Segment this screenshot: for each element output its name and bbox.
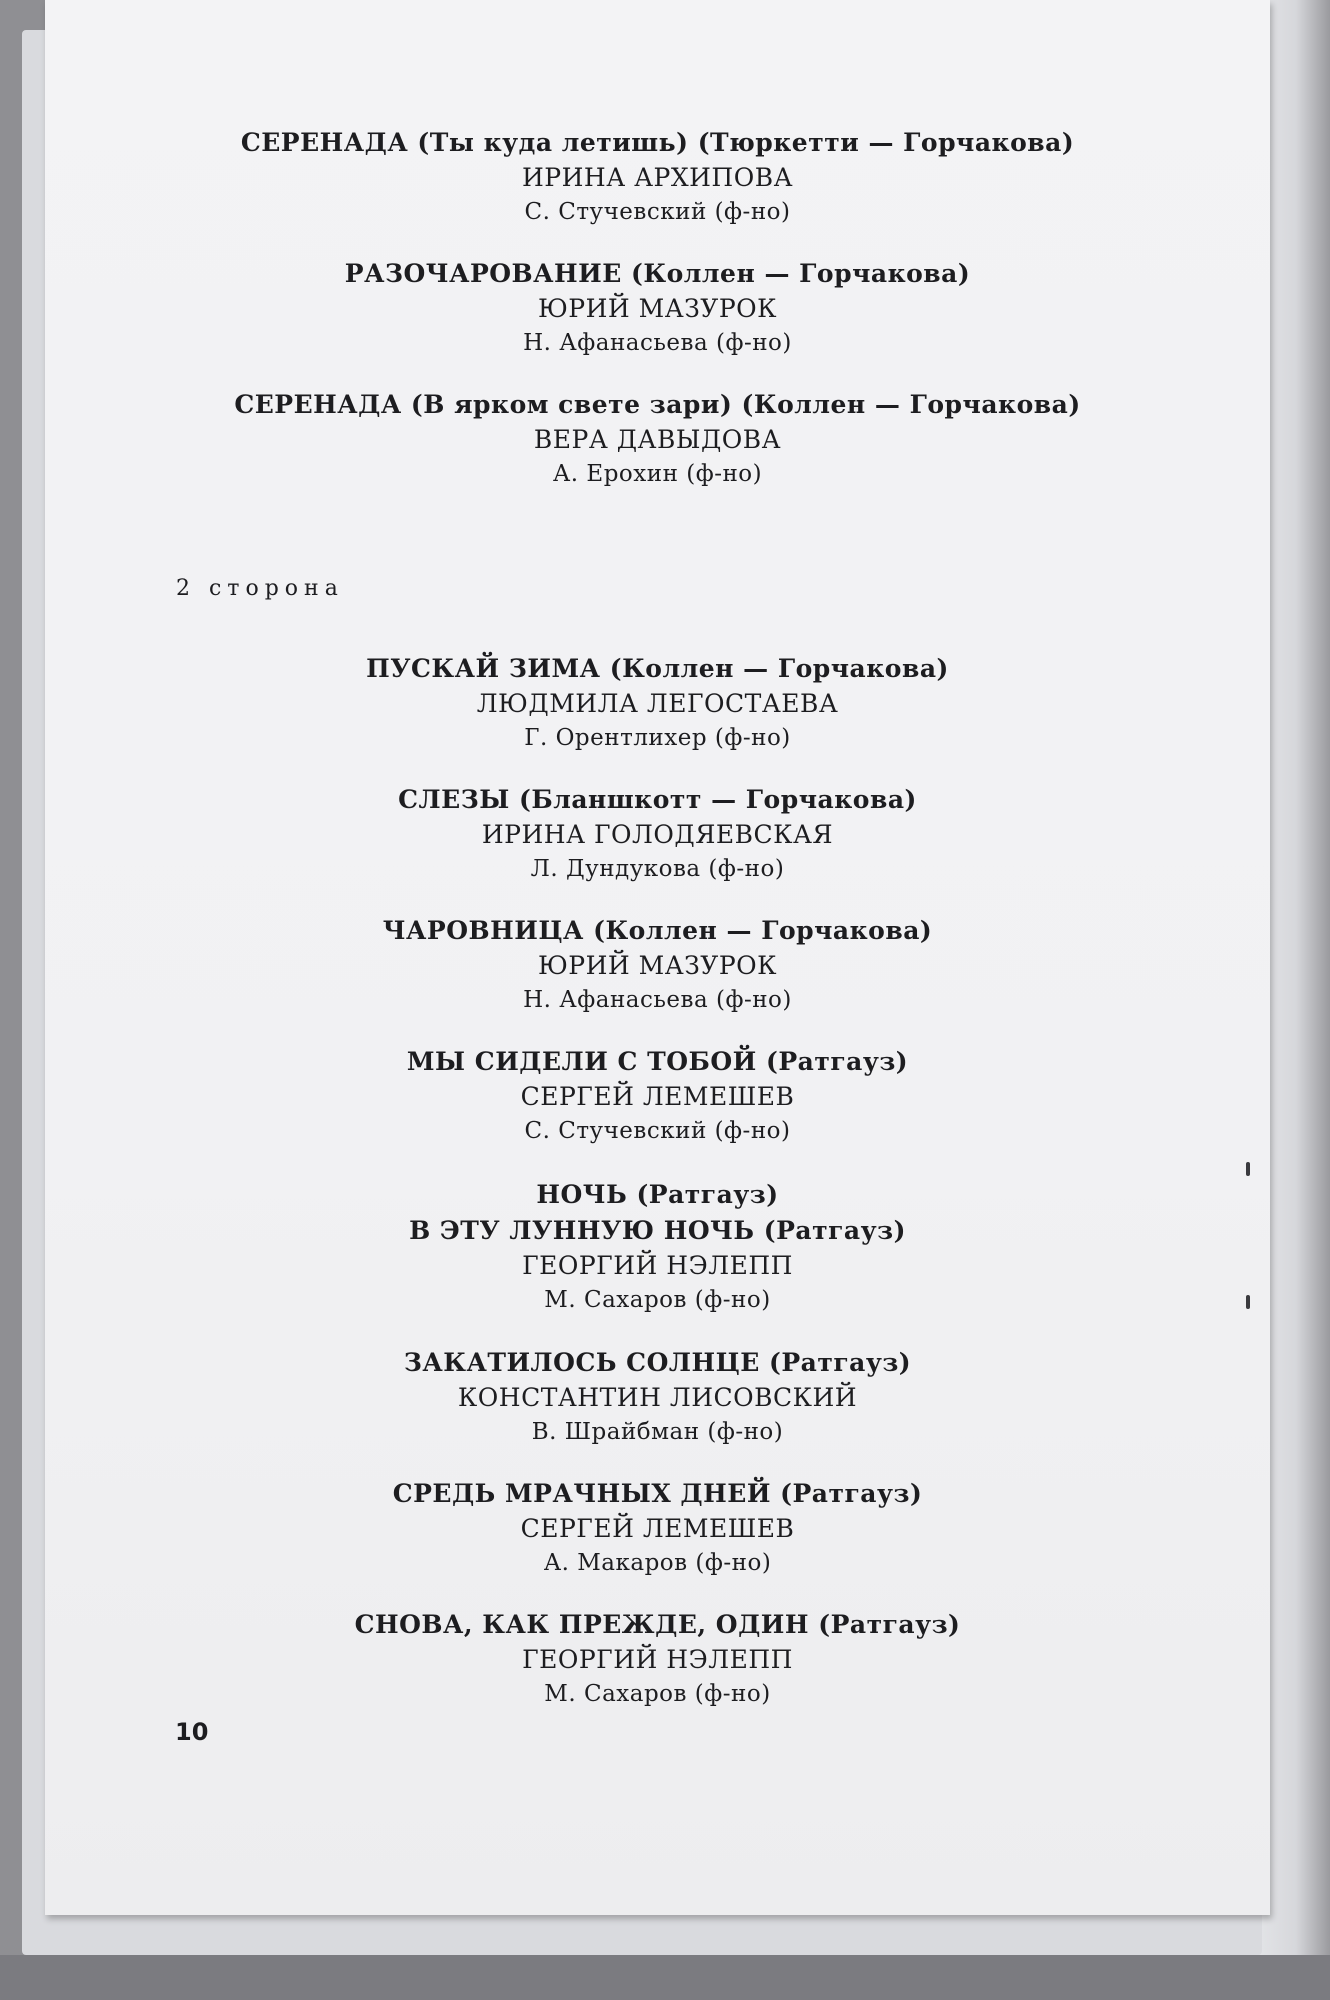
track-composer: (Ратгауз) xyxy=(766,1047,909,1076)
track-performer: ГЕОРГИЙ НЭЛЕПП xyxy=(522,1251,793,1280)
track-entry xyxy=(45,1607,1270,1711)
track-performer: ЛЮДМИЛА ЛЕГОСТАЕВА xyxy=(476,689,839,718)
track-accompanist: Л. Дундукова (ф-но) xyxy=(530,856,785,882)
track-performer: СЕРГЕЙ ЛЕМЕШЕВ xyxy=(520,1514,795,1543)
track-composer: (Бланшкотт — Горчакова) xyxy=(519,785,917,814)
track-composer: (Тюркетти — Горчакова) xyxy=(697,128,1075,157)
track-accompanist: М. Сахаров (ф-но) xyxy=(544,1287,771,1313)
track-accompanist: Г. Орентлихер (ф-но) xyxy=(524,725,791,751)
track-composer: (Коллен — Горчакова) xyxy=(631,259,971,288)
track-accompanist: Н. Афанасьева (ф-но) xyxy=(523,987,792,1013)
track-title-line xyxy=(45,1607,1270,1643)
track-title-line xyxy=(45,1177,1270,1213)
binding-mark xyxy=(1246,1295,1250,1309)
track-composer: (Ратгауз) xyxy=(769,1348,912,1377)
track-subtitle: (В ярком свете зари) xyxy=(410,390,733,419)
side-label: 2 сторона xyxy=(176,576,344,601)
track-title-line xyxy=(45,1476,1270,1512)
binding-mark xyxy=(1246,1162,1250,1176)
track-entry xyxy=(45,1476,1270,1580)
track-composer: (Коллен — Горчакова) xyxy=(609,654,949,683)
track-performer: ВЕРА ДАВЫДОВА xyxy=(533,425,782,454)
track-performer: КОНСТАНТИН ЛИСОВСКИЙ xyxy=(457,1383,858,1412)
track-entry xyxy=(45,651,1270,755)
track-composer: (Ратгауз) xyxy=(818,1610,961,1639)
track-title-line xyxy=(45,1044,1270,1080)
track-title: РАЗОЧАРОВАНИЕ xyxy=(344,259,622,288)
track-performer: ГЕОРГИЙ НЭЛЕПП xyxy=(522,1645,793,1674)
track-title: ПУСКАЙ ЗИМА xyxy=(366,654,601,683)
track-title: СНОВА, КАК ПРЕЖДЕ, ОДИН xyxy=(354,1610,810,1639)
track-performer: ИРИНА ГОЛОДЯЕВСКАЯ xyxy=(481,820,834,849)
track-title: СЛЕЗЫ xyxy=(398,785,510,814)
track-entry xyxy=(45,1345,1270,1449)
track-title: СЕРЕНАДА xyxy=(234,390,402,419)
track-performer: СЕРГЕЙ ЛЕМЕШЕВ xyxy=(520,1082,795,1111)
track-title-line xyxy=(45,125,1270,161)
track-accompanist: Н. Афанасьева (ф-но) xyxy=(523,330,792,356)
track-entry xyxy=(45,125,1270,229)
track-title-line xyxy=(45,256,1270,292)
track-accompanist: С. Стучевский (ф-но) xyxy=(524,1118,791,1144)
track-performer: ИРИНА АРХИПОВА xyxy=(521,163,794,192)
track-subtitle: (Ты куда летишь) xyxy=(417,128,689,157)
track-title-line xyxy=(45,1345,1270,1381)
booklet-page xyxy=(45,0,1270,1915)
track-title-line-second xyxy=(45,1213,1270,1249)
track-accompanist: А. Ерохин (ф-но) xyxy=(552,461,763,487)
track-entry xyxy=(45,1177,1270,1317)
track-composer: (Коллен — Горчакова) xyxy=(741,390,1081,419)
track-accompanist: С. Стучевский (ф-но) xyxy=(524,199,791,225)
track-title: СРЕДЬ МРАЧНЫХ ДНЕЙ xyxy=(392,1479,771,1508)
track-entry xyxy=(45,1044,1270,1148)
track-composer: (Ратгауз) xyxy=(636,1180,779,1209)
track-title: ЧАРОВНИЦА xyxy=(382,916,584,945)
track-composer-second: (Ратгауз) xyxy=(763,1216,906,1245)
track-title-line xyxy=(45,782,1270,818)
track-entry xyxy=(45,913,1270,1017)
track-title: НОЧЬ xyxy=(536,1180,628,1209)
track-title-line xyxy=(45,651,1270,687)
track-title-line xyxy=(45,913,1270,949)
track-performer: ЮРИЙ МАЗУРОК xyxy=(537,951,778,980)
track-title-second: В ЭТУ ЛУННУЮ НОЧЬ xyxy=(409,1216,755,1245)
track-accompanist: А. Макаров (ф-но) xyxy=(543,1550,772,1576)
track-composer: (Коллен — Горчакова) xyxy=(593,916,933,945)
track-accompanist: В. Шрайбман (ф-но) xyxy=(531,1419,784,1445)
track-title: МЫ СИДЕЛИ С ТОБОЙ xyxy=(406,1047,757,1076)
track-title: СЕРЕНАДА xyxy=(240,128,409,157)
track-entry xyxy=(45,782,1270,886)
track-entry xyxy=(45,256,1270,360)
track-composer: (Ратгауз) xyxy=(780,1479,923,1508)
page-number: 10 xyxy=(175,1718,209,1746)
background-surface xyxy=(0,1955,1330,2000)
track-title: ЗАКАТИЛОСЬ СОЛНЦЕ xyxy=(403,1348,760,1377)
track-entry xyxy=(45,387,1270,491)
track-accompanist: М. Сахаров (ф-но) xyxy=(544,1681,771,1707)
track-performer: ЮРИЙ МАЗУРОК xyxy=(537,294,778,323)
track-title-line xyxy=(45,387,1270,423)
